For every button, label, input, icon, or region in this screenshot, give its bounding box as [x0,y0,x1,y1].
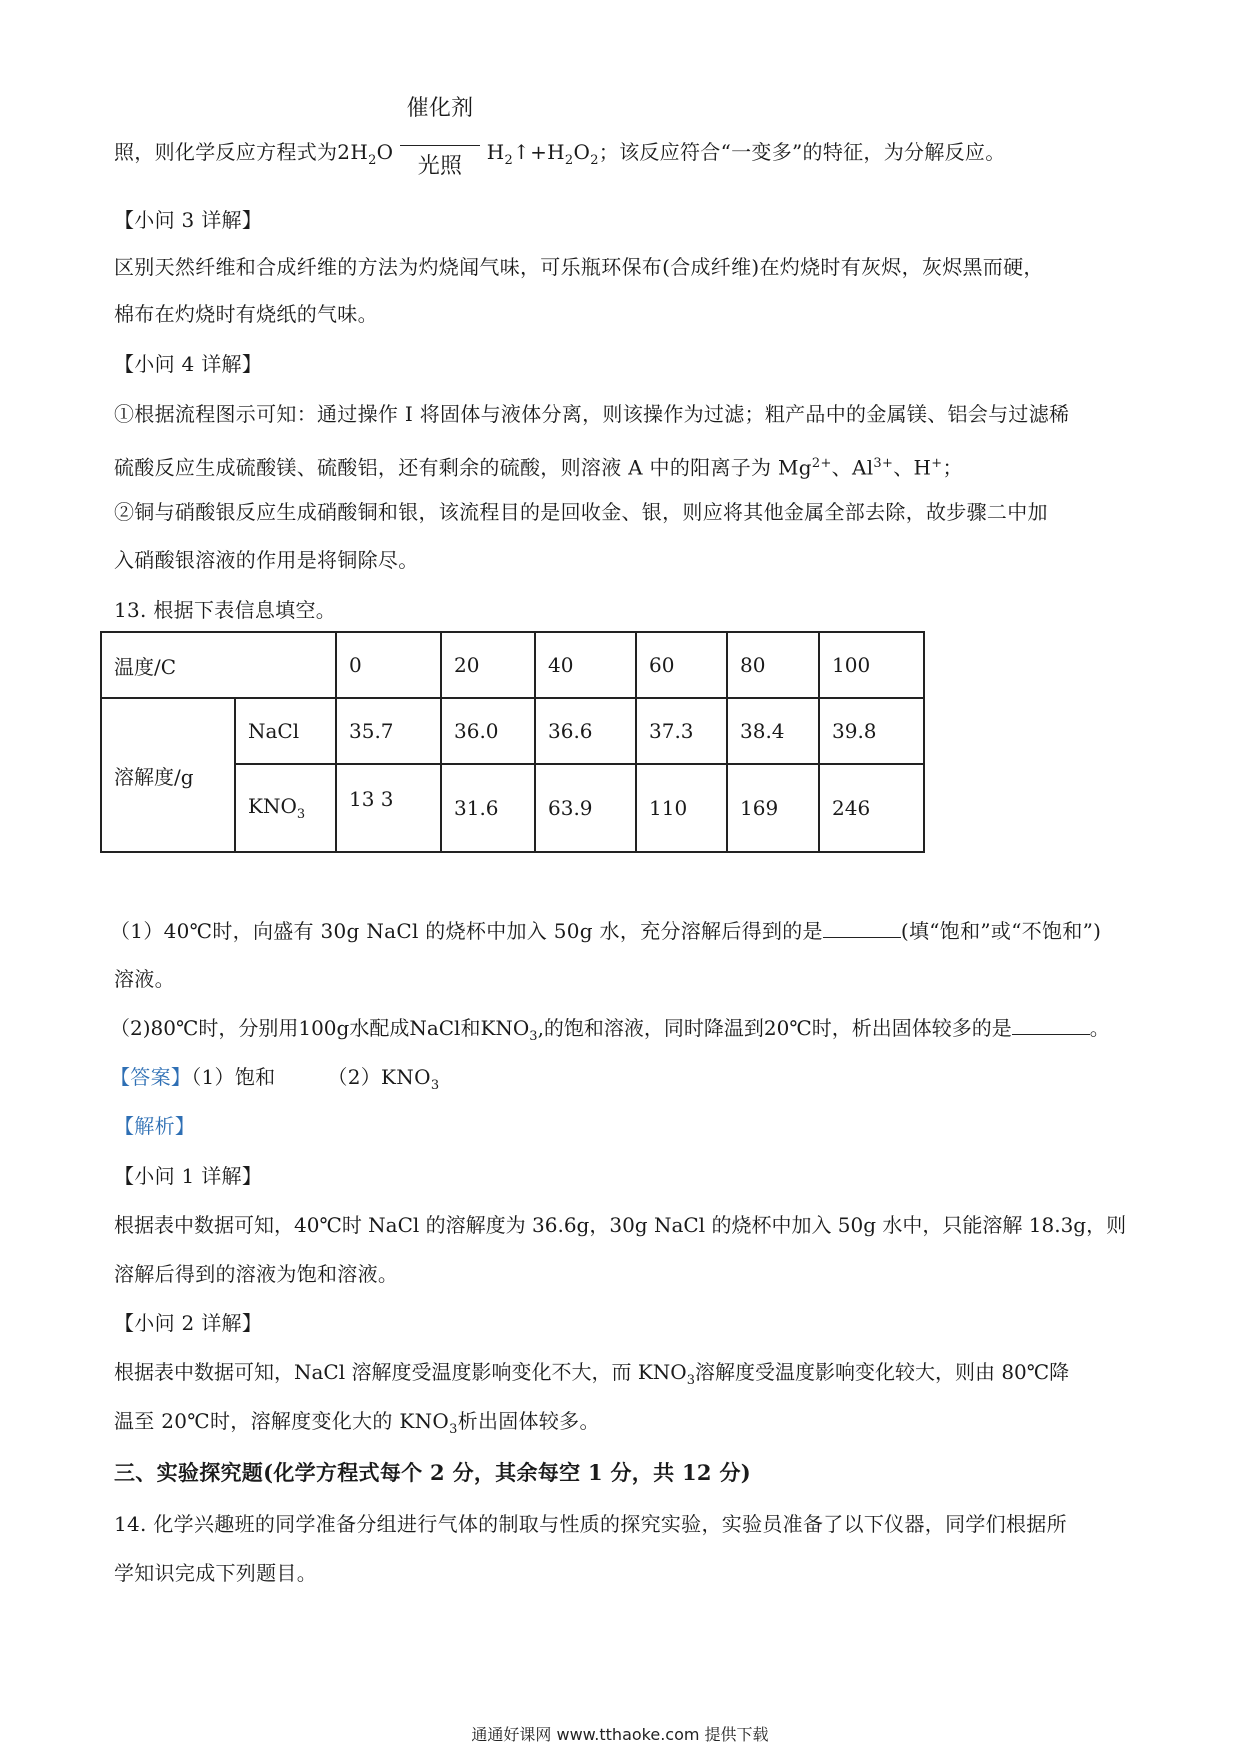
table-row [101,698,924,764]
table-cell: 13 3 [336,764,441,852]
a2-title: 【小问 2 详解】 [114,1311,263,1335]
answer-blank [823,919,901,938]
q4-text-line-3: ②铜与硝酸银反应生成硝酸铜和银，该流程目的是回收金、银，则应将其他金属全部去除，故步骤二中加 [114,500,1048,524]
table-cell: 100 [819,632,924,698]
page-footer: 通通好课网 www.tthaoke.com 提供下载 [471,1725,769,1744]
temperature-label: 温度/C [101,632,336,698]
a1-title: 【小问 1 详解】 [114,1164,263,1188]
a1-text-line-2: 溶解后得到的溶液为饱和溶液。 [114,1262,399,1286]
table-cell: 40 [535,632,636,698]
answer-blank [1012,1016,1090,1035]
q4-text-line-2: 硫酸反应生成硫酸镁、硫酸铝，还有剩余的硫酸，则溶液 A 中的阳离子为 $Mg^{2+}$、$Al^{3+}$、H+； [114,455,963,480]
section-3-heading: 三、实验探究题(化学方程式每个 2 分，其余每空 1 分，共 12 分) [114,1460,751,1485]
q3-text-line-1: 区别天然纤维和合成纤维的方法为灼烧闻气味，可乐瓶环保布(合成纤维)在灼烧时有灰烬，灰烬黑而硬， [114,255,1044,279]
answer-line: 【答案】（1）饱和 $(2)KNO_3$ [110,1065,440,1093]
a1-text-line-1: 根据表中数据可知，40℃时 NaCl 的溶解度为 36.6g，30g NaCl 的烧杯中加入 50g 水中，只能溶解 18.3g，则 [114,1213,1127,1237]
kno3-label: $KNO_3$ [235,764,336,852]
table-cell: 20 [441,632,535,698]
table-cell: 36.6 [535,698,636,764]
table-cell: 80 [727,632,819,698]
table-cell: 36.0 [441,698,535,764]
table-cell: 63.9 [535,764,636,852]
a2-text-line-2: 温至 20℃时，溶解度变化大的 $KNO_3$析出固体较多。 [114,1409,600,1437]
answer-label: 【答案】 [110,1065,192,1089]
condition-light: 光照 [417,154,463,179]
q3-title: 【小问 3 详解】 [114,208,263,232]
q4-text-line-1: ①根据流程图示可知：通过操作 I 将固体与液体分离，则该操作为过滤；粗产品中的金属镁、铝会与过滤稀 [114,402,1070,426]
sub-question-2: （2)80℃时，分别用100g水配成NaCl和$KNO_3$,的饱和溶液，同时降温到20℃时，析出固体较多的是 。 [110,1016,1110,1044]
table-cell: 31.6 [441,764,535,852]
table-cell: 60 [636,632,727,698]
table-cell: 110 [636,764,727,852]
analysis-label: 【解析】 [114,1114,196,1138]
question-14-line-1: 14. 化学兴趣班的同学准备分组进行气体的制取与性质的探究实验，实验员准备了以下仪器，同学们根据所 [114,1512,1067,1536]
table-cell: 37.3 [636,698,727,764]
sub-question-1-cont: 溶液。 [114,967,175,991]
question-13-title: 13. 根据下表信息填空。 [114,598,337,622]
solubility-table [100,631,925,853]
table-cell: 38.4 [727,698,819,764]
table-cell: 39.8 [819,698,924,764]
table-cell: 0 [336,632,441,698]
condition-catalyst: 催化剂 [406,96,474,121]
table-cell: 35.7 [336,698,441,764]
table-cell: 246 [819,764,924,852]
table-cell: 169 [727,764,819,852]
q4-title: 【小问 4 详解】 [114,352,263,376]
solubility-label: 溶解度/g [101,698,235,852]
question-14-line-2: 学知识完成下列题目。 [114,1561,317,1585]
equation-line: 照，则化学反应方程式为$2H_2O$ 催化剂 光照 $H_2↑+H_2O_2$；该反应符合“一变多”的特征，为分解反应。 [114,96,1006,179]
q4-text-line-4: 入硝酸银溶液的作用是将铜除尽。 [114,548,419,572]
reaction-condition [400,96,480,179]
table-row [101,632,924,698]
a2-text-line-1: 根据表中数据可知，NaCl 溶解度受温度影响变化不大，而 $KNO_3$溶解度受温度影响变化较大，则由 80℃降 [114,1360,1070,1388]
q3-text-line-2: 棉布在灼烧时有烧纸的气味。 [114,302,378,326]
sub-question-1: （1）40℃时，向盛有 30g NaCl 的烧杯中加入 50g 水，充分溶解后得到的是 (填“饱和”或“不饱和”) [110,919,1102,943]
nacl-label: NaCl [235,698,336,764]
